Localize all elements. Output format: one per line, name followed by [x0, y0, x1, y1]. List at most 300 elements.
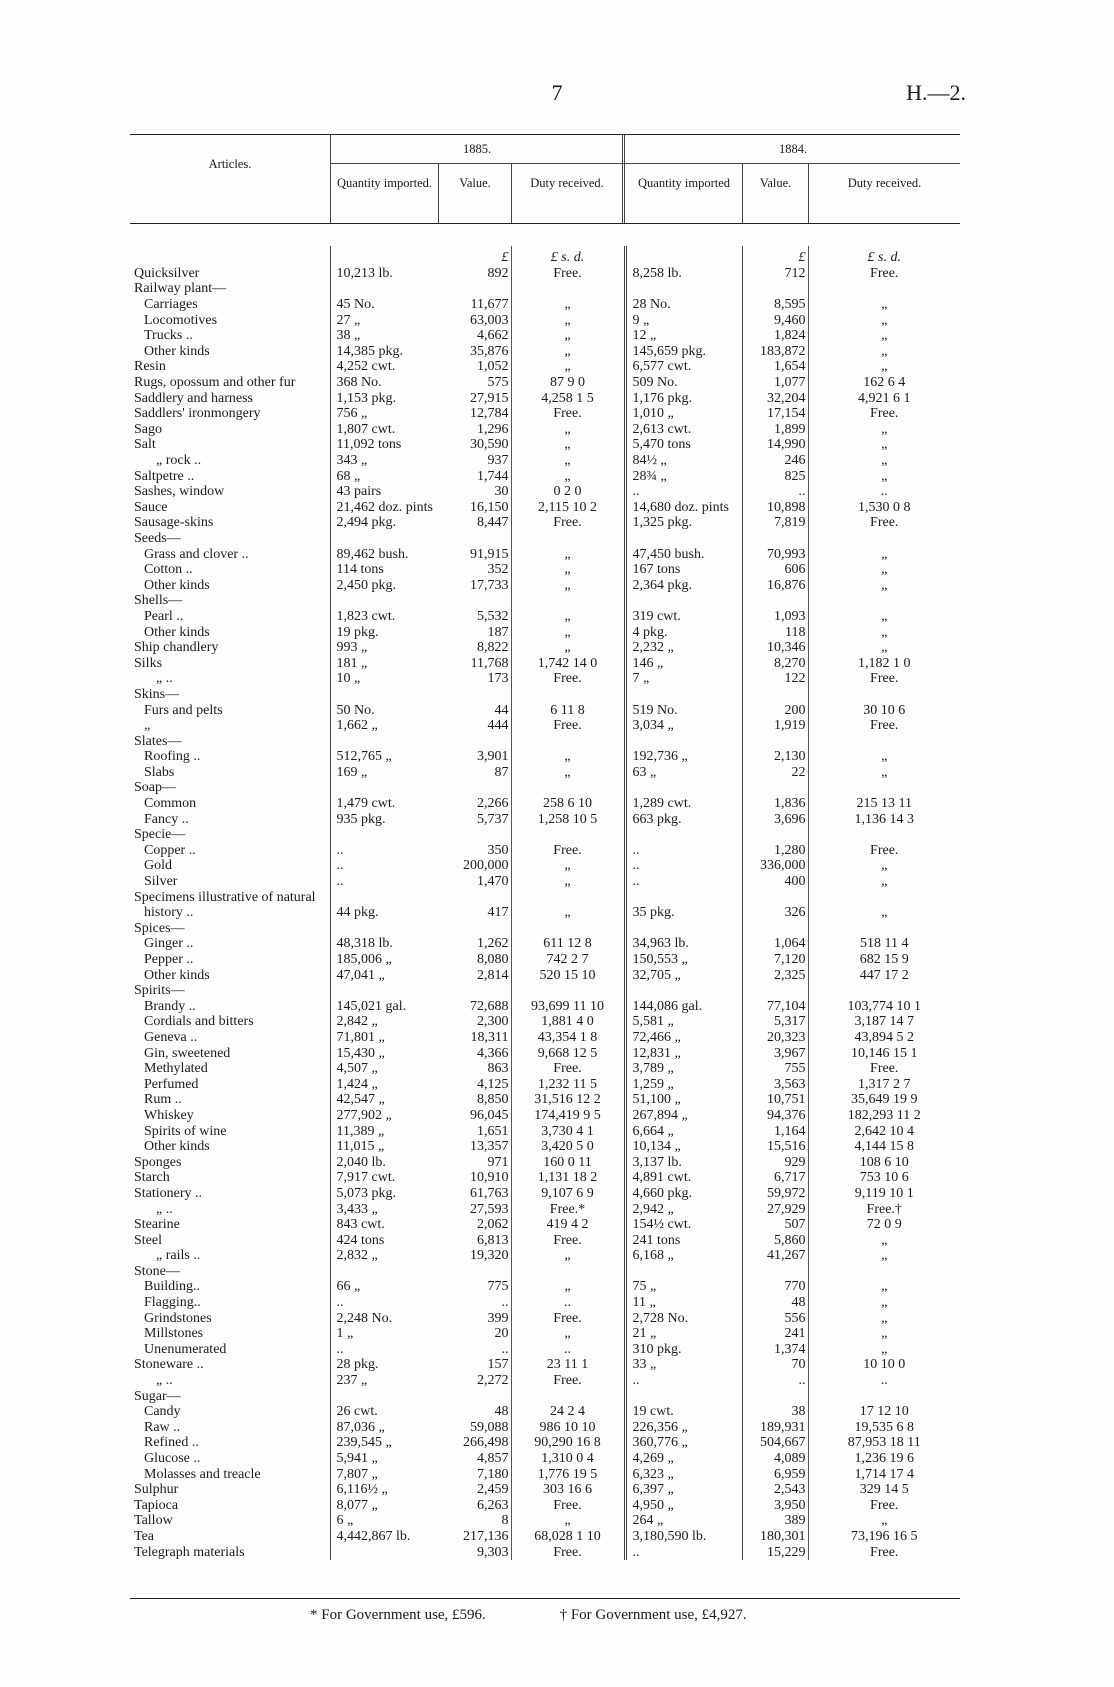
duty-1884: 9,119 10 1: [854, 1186, 914, 1201]
table-row: [130, 687, 960, 703]
article-name: Cordials and bitters: [130, 1015, 330, 1031]
article-name: Flagging..: [130, 1295, 330, 1311]
value-1884: 1,836: [742, 796, 808, 812]
value-1885: 2,300: [438, 1015, 511, 1031]
article-name: Stationery ..: [130, 1186, 330, 1202]
duty-1885: 419 4 2: [511, 1217, 625, 1233]
value-1885: 1,296: [438, 422, 511, 438]
quantity-1884: 150,553 „: [625, 952, 742, 968]
duty-1884: Free.: [870, 1497, 899, 1513]
duty-1884: [808, 983, 960, 999]
article-name: Perfumed: [130, 1077, 330, 1093]
value-1885: 575: [438, 375, 511, 391]
table-row: [130, 344, 960, 360]
value-1885: 63,003: [438, 313, 511, 329]
value-1885: 13,357: [438, 1139, 511, 1155]
quantity-1885: ..: [336, 1295, 344, 1311]
bottom-rule: [130, 1598, 960, 1599]
imports-table: [130, 246, 960, 1560]
duty-1884: 3,187 14 7: [854, 1014, 914, 1030]
value-1885: 96,045: [438, 1108, 511, 1124]
value-1885: 3,901: [438, 749, 511, 765]
quantity-1884: ..: [625, 859, 742, 875]
article-name: Grass and clover ..: [130, 547, 330, 563]
value-1884: 712: [742, 266, 808, 282]
quantity-1884: 360,776 „: [625, 1436, 742, 1452]
header-year-1884: 1884.: [778, 142, 808, 156]
article-name: Rum ..: [130, 1092, 330, 1108]
value-1884: 20,323: [742, 1030, 808, 1046]
table-row: [130, 531, 960, 547]
table-row: [130, 843, 960, 859]
quantity-1884: 663 pkg.: [625, 812, 742, 828]
article-name: Spirits—: [130, 983, 330, 999]
duty-1884: 108 6 10: [859, 1154, 909, 1170]
duty-1885: 31,516 12 2: [511, 1092, 625, 1108]
quantity-1884: 145,659 pkg.: [625, 344, 742, 360]
quantity-1884: 51,100 „: [625, 1092, 742, 1108]
quantity-1885: [330, 827, 438, 843]
value-1885: 8: [438, 1514, 511, 1530]
value-1884: 22: [742, 765, 808, 781]
value-1885: 20: [438, 1326, 511, 1342]
duty-1885: „: [511, 328, 625, 344]
table-row: [130, 1342, 960, 1358]
duty-1884: 1,530 0 8: [858, 499, 911, 515]
table-row: [130, 718, 960, 734]
article-name: Sausage-skins: [130, 516, 330, 532]
value-1885: [438, 1389, 511, 1405]
duty-1884: [808, 921, 960, 937]
duty-1885: „: [511, 422, 625, 438]
table-row: [130, 749, 960, 765]
duty-1884: „: [881, 1232, 888, 1248]
value-1885: 2,266: [438, 796, 511, 812]
table-row: [130, 484, 960, 500]
quantity-1884: 1,176 pkg.: [625, 391, 742, 407]
quantity-1885: ..: [336, 842, 344, 858]
duty-1885: 258 6 10: [511, 796, 625, 812]
duty-1884: ..: [880, 1373, 888, 1389]
value-1885: 399: [438, 1311, 511, 1327]
table-row: [130, 1436, 960, 1452]
value-1884: 70,993: [742, 547, 808, 563]
quantity-1884: 1,259 „: [625, 1077, 742, 1093]
duty-1884: 1,182 1 0: [858, 655, 911, 671]
duty-1885: „: [511, 765, 625, 781]
article-name: Sauce: [130, 500, 330, 516]
value-1885: 8,850: [438, 1092, 511, 1108]
table-row: [130, 640, 960, 656]
duty-1885: Free.: [511, 266, 625, 282]
table-row: [130, 469, 960, 485]
quantity-1885: 368 No.: [336, 375, 382, 391]
article-name: Railway plant—: [130, 282, 330, 298]
duty-1885: Free.: [511, 1545, 625, 1561]
quantity-1884: 4 pkg.: [625, 625, 742, 641]
value-1884: 326: [742, 905, 808, 921]
value-1885: 7,180: [438, 1467, 511, 1483]
table-row: [130, 1061, 960, 1077]
table-row: [130, 1514, 960, 1530]
duty-1885: ..: [511, 1342, 625, 1358]
quantity-1885: 50 No.: [336, 702, 375, 718]
value-1885: 6,263: [438, 1498, 511, 1514]
value-1885: 217,136: [438, 1529, 511, 1545]
article-name: Pearl ..: [130, 609, 330, 625]
duty-1885: 520 15 10: [511, 968, 625, 984]
value-1884: 504,667: [742, 1436, 808, 1452]
value-1885: 937: [438, 453, 511, 469]
table-header: [130, 134, 960, 224]
value-1885: 2,814: [438, 968, 511, 984]
duty-1885: „: [511, 609, 625, 625]
duty-1884: 518 11 4: [860, 936, 909, 952]
quantity-1884: [625, 593, 742, 609]
value-1885: 11,768: [438, 656, 511, 672]
value-1884: 7,819: [742, 516, 808, 532]
duty-1885: 303 16 6: [511, 1482, 625, 1498]
quantity-1885: 68 „: [336, 468, 361, 484]
quantity-1884: 267,894 „: [625, 1108, 742, 1124]
article-name: Furs and pelts: [130, 703, 330, 719]
table-row: [130, 1139, 960, 1155]
quantity-1884: 3,034 „: [625, 718, 742, 734]
value-1884: 825: [742, 469, 808, 485]
quantity-1885: 993 „: [336, 640, 368, 656]
quantity-1884: 33 „: [625, 1358, 742, 1374]
quantity-1884: [625, 734, 742, 750]
table-row: [130, 671, 960, 687]
page-reference: H.—2.: [906, 80, 966, 105]
value-1884: 400: [742, 874, 808, 890]
duty-1885: 3,730 4 1: [511, 1124, 625, 1140]
duty-1884: 35,649 19 9: [851, 1092, 918, 1108]
value-1884: 2,543: [742, 1482, 808, 1498]
table-row: [130, 656, 960, 672]
value-1884: 48: [742, 1295, 808, 1311]
duty-1884: [808, 781, 960, 797]
duty-1885: „: [511, 453, 625, 469]
value-1884: 122: [742, 671, 808, 687]
value-1885: 44: [438, 703, 511, 719]
article-name: Silks: [130, 656, 330, 672]
value-1884: 8,270: [742, 656, 808, 672]
value-1884: 5,860: [742, 1233, 808, 1249]
value-1885: 775: [438, 1280, 511, 1296]
value-1884: 929: [742, 1155, 808, 1171]
value-1885: [438, 983, 511, 999]
value-1885: 8,822: [438, 640, 511, 656]
value-1884: ..: [742, 1373, 808, 1389]
quantity-1884: 72,466 „: [625, 1030, 742, 1046]
table-row: [130, 1326, 960, 1342]
quantity-1884: ..: [625, 843, 742, 859]
quantity-1885: 10,213 lb.: [336, 266, 393, 281]
quantity-1885: 1,424 „: [336, 1076, 378, 1092]
quantity-1884: 35 pkg.: [625, 905, 742, 921]
duty-1884: „: [881, 858, 888, 874]
duty-1885: 3,420 5 0: [511, 1139, 625, 1155]
article-name: Grindstones: [130, 1311, 330, 1327]
table-row: [130, 1077, 960, 1093]
value-1885: 1,052: [438, 360, 511, 376]
table-row: [130, 1015, 960, 1031]
value-1884: 6,717: [742, 1170, 808, 1186]
value-1884: 94,376: [742, 1108, 808, 1124]
quantity-1884: 2,232 „: [625, 640, 742, 656]
quantity-1885: 935 pkg.: [336, 811, 386, 827]
table-row: [130, 952, 960, 968]
duty-1885: 1,232 11 5: [511, 1077, 625, 1093]
quantity-1885: 114 tons: [336, 562, 384, 578]
quantity-1884: 63 „: [625, 765, 742, 781]
table-row: [130, 1248, 960, 1264]
value-1884: 1,654: [742, 360, 808, 376]
article-name: Molasses and treacle: [130, 1467, 330, 1483]
value-1885: 10,910: [438, 1170, 511, 1186]
table-row: [130, 547, 960, 563]
quantity-1885: 343 „: [336, 453, 368, 469]
quantity-1884: 4,269 „: [625, 1451, 742, 1467]
article-name: Tallow: [130, 1514, 330, 1530]
duty-1885: [511, 531, 625, 547]
duty-1885: 9,668 12 5: [511, 1046, 625, 1062]
duty-1885: 742 2 7: [511, 952, 625, 968]
quantity-1884: 9 „: [625, 313, 742, 329]
footnote-1884: † For Government use, £4,927.: [559, 1607, 747, 1623]
quantity-1884: [625, 531, 742, 547]
quantity-1885: 4,507 „: [336, 1061, 378, 1077]
value-1884: 38: [742, 1404, 808, 1420]
table-row: [130, 1545, 960, 1561]
quantity-1884: 1,325 pkg.: [625, 516, 742, 532]
duty-1884: [808, 827, 960, 843]
table-row: [130, 282, 960, 298]
footnote-1885: * For Government use, £596.: [310, 1607, 486, 1623]
article-name: Brandy ..: [130, 999, 330, 1015]
duty-1885: 174,419 9 5: [511, 1108, 625, 1124]
article-name: Sugar—: [130, 1389, 330, 1405]
table-row: [130, 1404, 960, 1420]
value-1885: 30,590: [438, 438, 511, 454]
quantity-1884: [625, 781, 742, 797]
article-name: Millstones: [130, 1326, 330, 1342]
duty-1885: Free.*: [511, 1202, 625, 1218]
table-row: [130, 266, 960, 282]
value-1885: [438, 921, 511, 937]
article-name: Sashes, window: [130, 484, 330, 500]
value-1885: ..: [438, 1295, 511, 1311]
article-name: Salt: [130, 438, 330, 454]
quantity-1885: 1,807 cwt.: [336, 421, 396, 437]
value-1885: [438, 282, 511, 298]
article-name: Starch: [130, 1170, 330, 1186]
quantity-1885: 44 pkg.: [336, 905, 379, 921]
quantity-1884: 28 No.: [625, 297, 742, 313]
value-1884: 70: [742, 1358, 808, 1374]
duty-1884: Free.: [870, 266, 899, 281]
duty-1885: „: [511, 547, 625, 563]
quantity-1884: 226,356 „: [625, 1420, 742, 1436]
quantity-1884: [625, 282, 742, 298]
duty-1884: 4,144 15 8: [854, 1139, 914, 1155]
quantity-1885: 27 „: [336, 312, 361, 328]
duty-1884: 1,236 19 6: [854, 1451, 914, 1467]
table-row: [130, 625, 960, 641]
duty-1884: 2,642 10 4: [854, 1123, 914, 1139]
value-1884: 9,460: [742, 313, 808, 329]
quantity-1884: 3,789 „: [625, 1061, 742, 1077]
value-1885: 4,366: [438, 1046, 511, 1062]
article-name: Gin, sweetened: [130, 1046, 330, 1062]
article-name: Other kinds: [130, 578, 330, 594]
quantity-1884: 1,010 „: [625, 406, 742, 422]
duty-1885: Free.: [511, 671, 625, 687]
duty-1885: 68,028 1 10: [511, 1529, 625, 1545]
value-1885: 30: [438, 484, 511, 500]
currency-value-1884: £: [742, 246, 808, 266]
currency-duty-1884: £ s. d.: [867, 250, 901, 266]
duty-1884: 103,774 10 1: [847, 998, 921, 1014]
article-name: Spirits of wine: [130, 1124, 330, 1140]
duty-1884: Free.: [870, 671, 899, 687]
quantity-1885: 169 „: [336, 765, 368, 780]
duty-1885: „: [511, 640, 625, 656]
value-1884: [742, 531, 808, 547]
duty-1884: Free.: [870, 406, 899, 422]
quantity-1884: 28¾ „: [625, 469, 742, 485]
value-1884: 16,876: [742, 578, 808, 594]
duty-1884: Free.: [870, 1061, 899, 1077]
duty-1884: 10 10 0: [863, 1357, 906, 1373]
duty-1885: „: [511, 905, 625, 921]
article-name: Unenumerated: [130, 1342, 330, 1358]
header-quantity-1885: Quantity imported.: [336, 176, 433, 190]
article-name: Common: [130, 796, 330, 812]
duty-1885: „: [511, 1514, 625, 1530]
duty-1885: 0 2 0: [511, 484, 625, 500]
quantity-1884: 1,289 cwt.: [625, 796, 742, 812]
value-1884: 10,898: [742, 500, 808, 516]
value-1884: ..: [742, 484, 808, 500]
quantity-1884: 4,891 cwt.: [625, 1170, 742, 1186]
article-name: Tea: [130, 1529, 330, 1545]
table-row: [130, 1233, 960, 1249]
table-row: [130, 406, 960, 422]
duty-1885: [511, 1264, 625, 1280]
duty-1884: 1,317 2 7: [858, 1076, 911, 1092]
article-name: Spices—: [130, 921, 330, 937]
quantity-1885: [330, 282, 438, 298]
currency-quantity-1884: [625, 246, 742, 266]
article-name: Raw ..: [130, 1420, 330, 1436]
quantity-1884: 21 „: [625, 1326, 742, 1342]
article-name: „ rails ..: [130, 1248, 330, 1264]
quantity-1884: 241 tons: [625, 1233, 742, 1249]
value-1885: 173: [438, 671, 511, 687]
value-1885: 17,733: [438, 578, 511, 594]
quantity-1884: 2,942 „: [625, 1202, 742, 1218]
quantity-1885: 145,021 gal.: [336, 998, 407, 1014]
quantity-1884: 6,323 „: [625, 1467, 742, 1483]
quantity-1884: 14,680 doz. pints: [625, 500, 742, 516]
duty-1884: 215 13 11: [856, 796, 912, 812]
quantity-1885: 11,015 „: [336, 1139, 385, 1155]
duty-1884: „: [881, 1248, 888, 1264]
quantity-1884: 11 „: [625, 1295, 742, 1311]
article-name: „ ..: [130, 1202, 330, 1218]
duty-1885: „: [511, 438, 625, 454]
value-1885: [438, 593, 511, 609]
article-name: Roofing ..: [130, 749, 330, 765]
duty-1885: 1,742 14 0: [511, 656, 625, 672]
value-1884: 770: [742, 1280, 808, 1296]
value-1885: 4,125: [438, 1077, 511, 1093]
duty-1885: „: [511, 313, 625, 329]
quantity-1885: [330, 983, 438, 999]
article-name: Quicksilver: [130, 266, 330, 282]
quantity-1884: 2,364 pkg.: [625, 578, 742, 594]
value-1884: 189,931: [742, 1420, 808, 1436]
quantity-1885: 1,823 cwt.: [336, 609, 396, 624]
value-1885: [438, 827, 511, 843]
value-1884: 2,130: [742, 749, 808, 765]
footnotes: [310, 1607, 817, 1624]
table-row: [130, 827, 960, 843]
duty-1884: [808, 531, 960, 547]
quantity-1885: 14,385 pkg.: [336, 343, 403, 359]
duty-1885: „: [511, 562, 625, 578]
duty-1884: „: [881, 765, 888, 780]
duty-1884: 30 10 6: [863, 702, 906, 718]
header-articles: Articles.: [208, 157, 252, 171]
value-1885: 87: [438, 765, 511, 781]
duty-1884: 4,921 6 1: [858, 390, 911, 406]
duty-1884: [808, 687, 960, 703]
quantity-1885: 756 „: [336, 406, 368, 422]
duty-1884: 43,894 5 2: [854, 1030, 914, 1045]
duty-1885: 6 11 8: [511, 703, 625, 719]
quantity-1885: ..: [336, 858, 344, 874]
duty-1884: ..: [880, 484, 888, 500]
value-1884: 14,990: [742, 438, 808, 454]
value-1884: 1,280: [742, 843, 808, 859]
table-row: [130, 375, 960, 391]
quantity-1884: ..: [625, 1373, 742, 1389]
header-duty-1885: Duty received.: [530, 176, 604, 190]
quantity-1885: 5,073 pkg.: [336, 1186, 396, 1201]
quantity-1885: 181 „: [336, 655, 368, 671]
duty-1884: Free.: [870, 718, 899, 734]
duty-1884: 753 10 6: [859, 1170, 909, 1186]
value-1885: 16,150: [438, 500, 511, 516]
table-row: [130, 1311, 960, 1327]
duty-1885: Free.: [511, 1373, 625, 1389]
value-1885: 4,662: [438, 328, 511, 344]
duty-1884: „: [881, 577, 888, 593]
value-1885: 4,857: [438, 1451, 511, 1467]
article-name: „: [130, 718, 330, 734]
table-row: [130, 890, 960, 906]
value-1884: [742, 827, 808, 843]
quantity-1884: 6,397 „: [625, 1482, 742, 1498]
value-1884: 6,959: [742, 1467, 808, 1483]
quantity-1884: 3,137 lb.: [625, 1155, 742, 1171]
value-1885: 444: [438, 718, 511, 734]
value-1884: 77,104: [742, 999, 808, 1015]
quantity-1884: [625, 687, 742, 703]
